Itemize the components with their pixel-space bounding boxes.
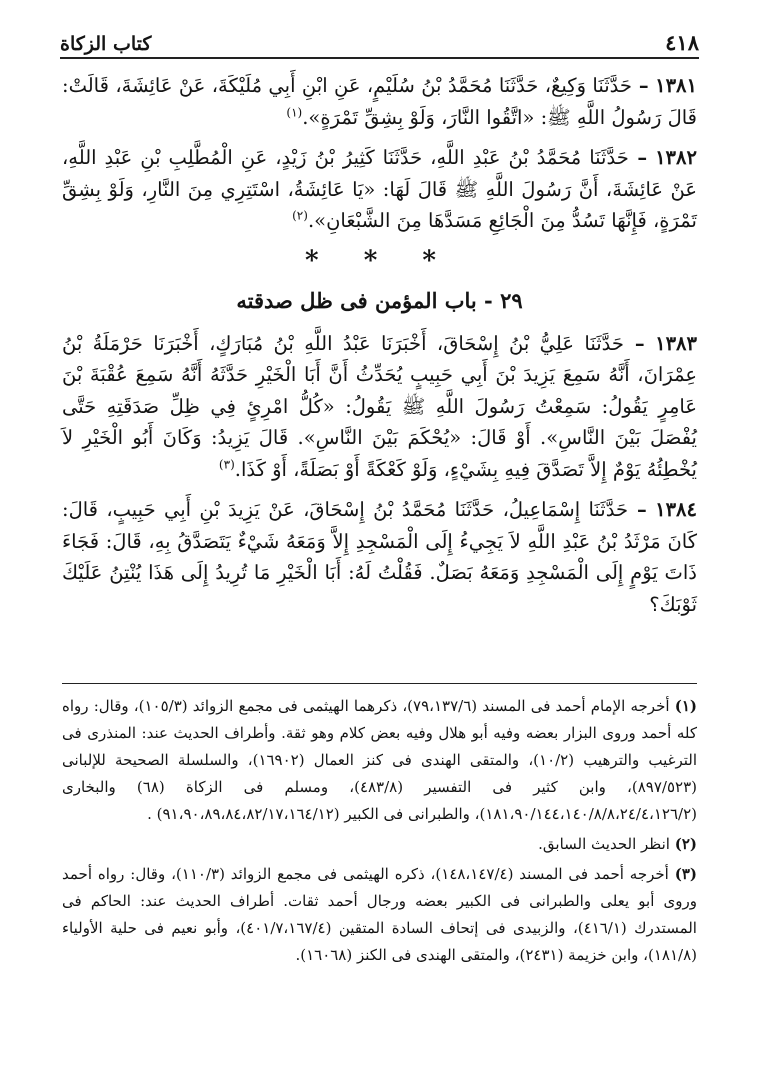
footnote-ref: (١) [286,105,303,119]
footnote-ref: (٢) [292,208,308,223]
hadith-number: ١٣٨٢ [655,146,697,169]
hadith-text: حَدَّثَنَا إِسْمَاعِيلُ، حَدَّثَنَا مُحَمَّدُ بْنُ إِسْحَاقَ، عَنْ يَزِيدَ بْنِ أَبِي حَبِيبٍ، قَالَ: كَانَ مَرْثَدُ بْنُ عَبْدِ اللَّهِ لاَ يَجِيءُ إِلَى الْمَسْجِدِ إِلاَّ وَمَعَهُ شَيْءٌ يَتَصَدَّقُ بِهِ، قَالَ: فَجَاءَ ذَاتَ يَوْمٍ إِلَى الْمَسْجِدِ وَمَعَهُ بَصَلٌ. فَقُلْتُ لَهُ: أَبَا الْخَيْرِ مَا تُرِيدُ إِلَى هَذَا يُنْتِنُ عَلَيْكَ ثَوْبَكَ؟ [62,498,697,616]
hadith-number: ١٣٨٣ [655,331,697,355]
footnote-ref: (٣) [218,457,235,471]
footnote-text: أخرجه أحمد فى المسند (١٤٨،١٤٧/٤)، ذكره الهيثمى فى مجمع الزوائد (١١٠/٣)، وقال: رواه أحمد وروى أبو يعلى والطبرانى فى الكبير بعضه ورجال أحمد ثقات. أطراف الحديث عند: الحاكم فى المستدرك (٤١٦/١)، والزبيدى فى إتحاف السادة المتقين (٤٠١/٧،١٦٧/٤)، وأبو نعيم فى حلية الأولياء (١٨١/٨)، وابن خزيمة (٢٤٣١)، والمتقى الهندى فى الكنز (١٦٠٦٨). [62,865,697,964]
book-title: كتاب الزكاة [60,33,152,55]
footnote-text: أخرجه الإمام أحمد فى المسند (٧٩،١٣٧/٦)، ذكرهما الهيثمى فى مجمع الزوائد (١٠٥/٣)، وقال: رواه كله أحمد وروى البزار بعضه وفيه أبو هلال وفيه بعض كلام وهو ثقة. وأطراف الحديث عند: المنذرى فى الترغيب والترهيب (١٠/٢)، والمتقى الهندى فى كنز العمال (١٦٩٠٢)، والسلسلة الصحيحة للإلبانى (٨٩٧/٥٢٣)، وابن كثير فى التفسير (٤٨٣/٨)، ومسلم فى الزكاة (٦٨) والبخارى (١٨١،٩٠/١٤٤،١٤٠/٨/٨،٢٤/٤،١٢٦/٢)، والطبرانى فى الكبير (٩١،٩٠،٨٩،٨٤،٨٢/١٧،١٦٤/١٢) . [62,697,698,823]
footnote-3 [62,861,697,969]
footnote-label: (٢) [674,835,697,853]
footnote-divider [62,683,697,684]
section-separator: * * * [305,245,454,276]
footnote-label: (٣) [674,865,697,883]
hadith-1381 [62,70,697,133]
footnote-label: (١) [674,697,697,715]
footnotes [62,693,697,972]
footnote-2 [62,831,697,858]
hadith-number: ١٣٨١ [655,74,697,97]
hadith-dash: – [628,146,648,169]
hadith-1382 [62,142,697,237]
hadith-text: حَدَّثَنَا عَلِيُّ بْنُ إِسْحَاقَ، أَخْبَرَنَا عَبْدُ اللَّهِ بْنُ مُبَارَكٍ، أَخْبَرَنَا حَرْمَلَةُ بْنُ عِمْرَانَ، أَنَّهُ سَمِعَ يَزِيدَ بْنَ أَبِي حَبِيبٍ يُحَدِّثُ أَنَّ أَبَا الْخَيْرِ حَدَّثَهُ أَنَّهُ سَمِعَ عُقْبَةَ بْنَ عَامِرٍ يَقُولُ: سَمِعْتُ رَسُولَ اللَّهِ ﷺ يَقُولُ: «كُلُّ امْرِئٍ فِي ظِلِّ صَدَقَتِهِ حَتَّى يُفْصَلَ بَيْنَ النَّاسِ». أَوْ قَالَ: «يُحْكَمَ بَيْنَ النَّاسِ». قَالَ يَزِيدُ: وَكَانَ أَبُو الْخَيْرِ لاَ يُخْطِئُهُ يَوْمٌ إِلاَّ تَصَدَّقَ فِيهِ بِشَيْءٍ، وَلَوْ كَعْكَةً أَوْ بَصَلَةً، أَوْ كَذَا. [62,331,697,481]
hadith-text: حَدَّثَنَا وَكِيعٌ، حَدَّثَنَا مُحَمَّدُ بْنُ سُلَيْمٍ، عَنِ ابْنِ أَبِي مُلَيْكَةَ، عَنْ عَائِشَةَ، قَالَتْ: قَالَ رَسُولُ اللَّهِ ﷺ: «اتَّقُوا النَّارَ، وَلَوْ بِشِقِّ تَمْرَةٍ». [62,74,697,129]
footnote-text: انظر الحديث السابق. [538,835,670,853]
hadith-1384 [62,494,697,620]
footnote-1 [62,693,697,828]
page-number: ٤١٨ [665,30,699,55]
hadith-dash: – [623,331,645,355]
hadith-1383 [62,328,697,486]
hadith-dash: – [631,74,649,97]
hadith-number: ١٣٨٤ [655,498,697,521]
hadith-dash: – [628,498,647,521]
chapter-title: ٢٩ - باب المؤمن فى ظل صدقته [236,287,523,313]
page-header [60,30,699,59]
main-text [62,70,697,629]
hadith-text: حَدَّثَنَا مُحَمَّدُ بْنُ عَبْدِ اللَّهِ، حَدَّثَنَا كَثِيرُ بْنُ زَيْدٍ، عَنِ الْمُطَّلِبِ بْنِ عَبْدِ اللَّهِ، عَنْ عَائِشَةَ، أَنَّ رَسُولَ اللَّهِ ﷺ قَالَ لَهَا: «يَا عَائِشَةُ، اسْتَتِرِي مِنَ النَّارِ، وَلَوْ بِشِقِّ تَمْرَةٍ، فَإِنَّهَا تَسُدُّ مِنَ الْجَائِعِ مَسَدَّهَا مِنَ الشَّبْعَانِ». [62,146,697,232]
